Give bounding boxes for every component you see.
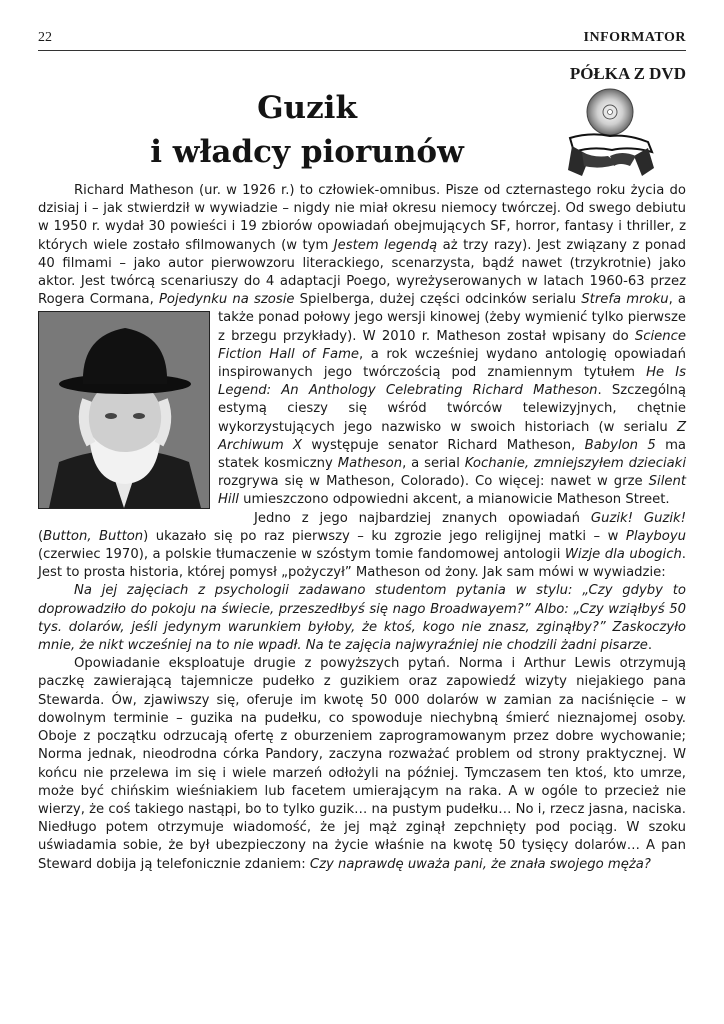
italic-text: Silent Hill: [218, 474, 686, 508]
italic-text: Strefa mroku: [581, 292, 669, 308]
paragraph: [38, 182, 686, 510]
text-run: ) ukazało się po raz pierwszy – ku zgrozie jego religijnej matki – w: [143, 528, 626, 544]
text-run: (czerwiec 1970), a polskie tłumaczenie w szóstym tomie fandomowej antologii: [38, 547, 565, 563]
article-body: [38, 182, 686, 874]
dvd-hand-icon: [560, 86, 660, 180]
magazine-name: INFORMATOR: [583, 30, 686, 45]
title-line-1: Guzik: [257, 90, 357, 126]
text-run: rozgrywa się w Matheson, Colorado). Co więcej: nawet w grze: [218, 474, 649, 490]
italic-text: Czy naprawdę uważa pani, że znała swojego męża?: [309, 856, 651, 872]
text-run: występuje senator Richard Matheson,: [302, 437, 585, 453]
quote-paragraph: [38, 582, 686, 655]
italic-text: Z Archiwum X: [218, 419, 686, 453]
page-header: [38, 30, 686, 51]
text-run: , a serial: [402, 456, 465, 472]
text-run: . Szczególną estymą cieszy się wśród twórców telewizyjnych, chętnie wykorzystujących jego nazwisko w swoich historiach (w serialu: [218, 383, 686, 435]
text-run: umieszczono odpowiedni akcent, a mianowicie Matheson Street.: [238, 492, 670, 508]
italic-text: Science Fiction Hall of Fame: [218, 328, 686, 362]
text-run: Jedno z jego najbardziej znanych opowiadań: [254, 510, 591, 526]
italic-text: Guzik! Guzik!: [590, 510, 686, 526]
text-run: Spielberga, dużej części odcinków serialu: [294, 292, 582, 308]
italic-text: Playboyu: [625, 528, 686, 544]
italic-text: Matheson: [337, 456, 403, 472]
italic-text: Button, Button: [43, 528, 144, 544]
article-title: [70, 86, 544, 174]
title-line-2: i władcy piorunów: [150, 134, 464, 170]
page-number: 22: [38, 30, 52, 45]
text-run: ma statek kosmiczny: [218, 437, 686, 472]
italic-text: Kochanie, zmniejszyłem dzieciaki: [464, 456, 686, 472]
text-run: (: [38, 528, 44, 544]
paragraph: [38, 655, 686, 873]
text-run: z brzegu przykłady). W 2010 r. Matheson został wpisany do: [218, 328, 635, 344]
italic-text: Babylon 5: [584, 437, 656, 453]
italic-text: Pojedynku na szosie: [158, 292, 295, 308]
text-run: . Jest to prosta historia, której pomysł „pożyczył” Matheson od żony. Jak sam mówi w wywiadzie:: [38, 547, 686, 581]
text-run: Richard Matheson (ur. w 1926 r.) to człowiek-omnibus. Pisze od czternastego roku życia do dzisiaj i – jak stwierdził w wywiadzie – nigdy nie miał okresu niemocy twórczej. Od swego debiutu w 1950 r. wydał 30 powieści i 19 zbiorów opowiadań obejmujących SF, horror, fantasy i thriller, z których wiele zostało sfilmowanych (w tym: [38, 183, 686, 253]
author-portrait-photo: [38, 311, 210, 509]
italic-text: Jestem legendą: [333, 237, 438, 253]
section-label: PÓŁKA Z DVD: [569, 64, 686, 83]
text-run: .: [647, 638, 653, 654]
text-run: Opowiadanie eksploatuje drugie z powyższych pytań. Norma i Arthur Lewis otrzymują paczkę zawierającą tajemnicze pudełko z guzikiem oraz zapowiedź wizyty niejakiego pana Stewarda. Ów, zjawiwszy się, oferuje im kwotę 50 000 dolarów w zamian za naciśnięcie – w dowolnym terminie – guzika na pudełku, co spowoduje niechybną śmierć nieznajomej osoby. Oboje z początku odrzucają ofertę z oburzeniem zaprogramowanym przez dobre wychowanie; Norma jednak, nieodrodna córka Pandory, zaczyna rozważać problem od strony praktycznej. W końcu nie przelewa im się i wiele marzeń odłożyli na później. Tymczasem ten ktoś, kto umrze, może być chińskim wieśniakiem lub facetem umierającym na raka. A w ogóle to przecież nie wierzy, że coś takiego nastąpi, bo to tylko guzik… na pustym pudełku… No i, rzecz jasna, naciska. Niedługo potem otrzymuje wiadomość, że jej mąż zginął zepchnięty pod pociąg. W szoku uświadamia sobie, że był ubezpieczony na życie właśnie na kwotę 50 tysięcy dolarów… A pan Steward dobija ją telefonicznie zdaniem:: [38, 656, 686, 872]
italic-text: Na jej zajęciach z psychologii zadawano studentom pytania w stylu: „Czy gdyby to doprowadziło do pokoju na świecie, przeszedłbyś się nago Broadwayem?” Albo: „Czy wziąłbyś 50 tys. dolarów, jeśli jedynym warunkiem byłoby, że ktoś, kogo nie znasz, zginąłby?” Zaskoczyło mnie, że nikt wcześniej na to nie wpadł. Na te zajęcia najwyraźniej nie chodzili żadni pisarze: [38, 583, 686, 654]
text-run: aż trzy razy). Jest związany z ponad 40 filmami – jako autor pierwowzoru literackiego, scenarzysta, bądź nawet (trzykrotnie) jako aktor. Jest twórcą scenariuszy do 4 adaptacji Poego, wyreżyserowanych w latach 1960-63 przez Rogera Cormana,: [38, 237, 686, 308]
text-run: , a rok wcześniej wydano antologię opowiadań inspirowanych jego twórczością pod znamiennym tytułem: [218, 346, 686, 381]
paragraph: [38, 510, 686, 583]
text-run: , a także ponad połowy jego wersji kinowej (żeby wymienić tylko pierwsze: [218, 292, 686, 326]
italic-text: He Is Legend: An Anthology Celebrating Richard Matheson: [218, 365, 686, 399]
italic-text: Wizje dla ubogich: [564, 547, 682, 563]
